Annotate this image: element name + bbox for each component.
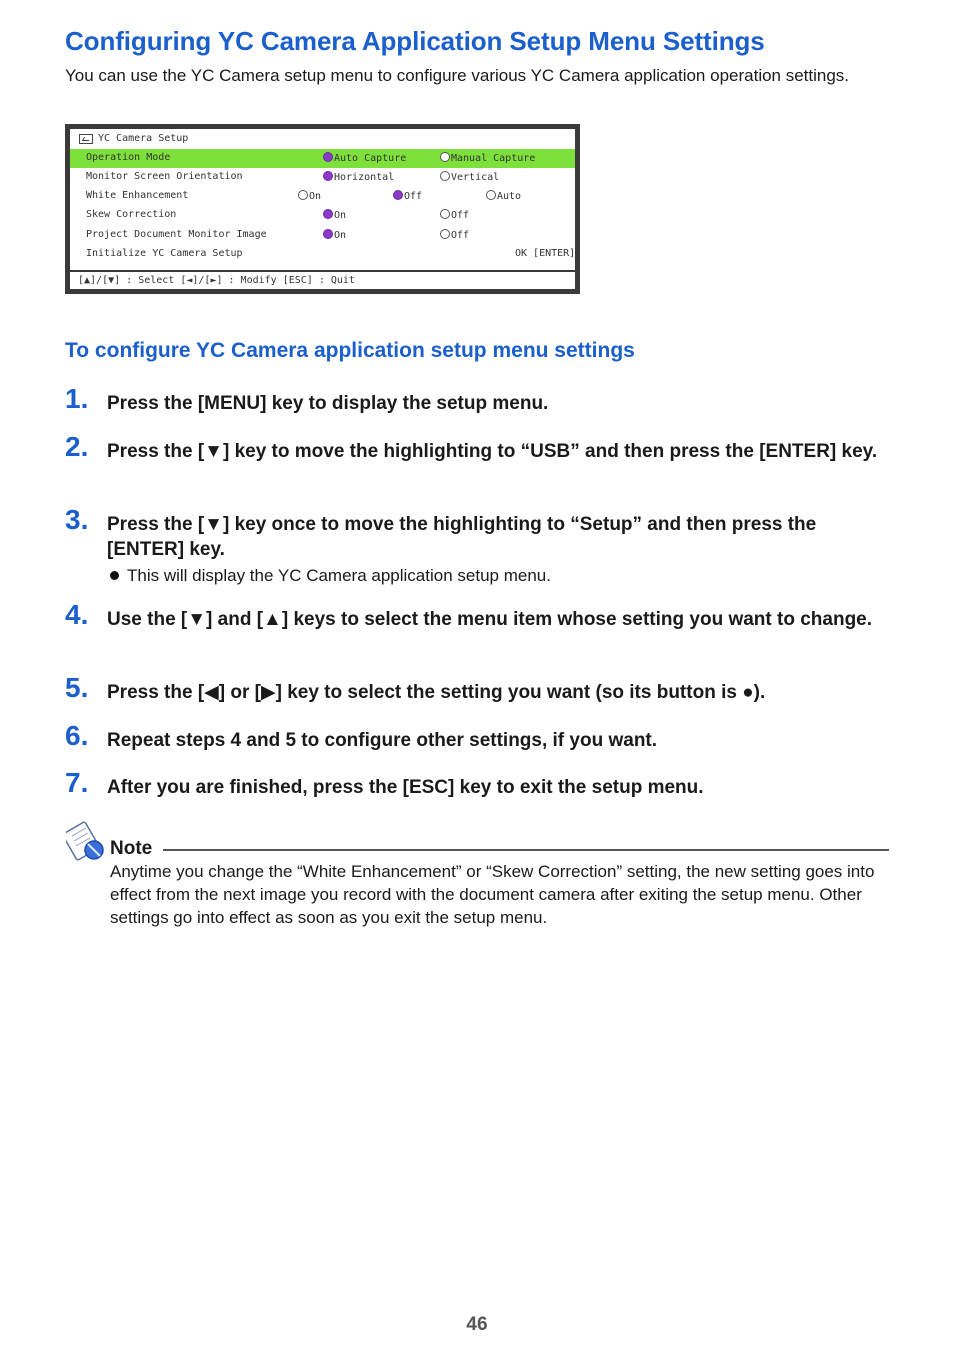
step-number: 1. — [65, 383, 89, 414]
radio-empty-icon — [440, 229, 450, 239]
radio-empty-icon — [440, 152, 450, 162]
option-off: Off — [440, 209, 469, 221]
menu-title: YC Camera Setup — [98, 133, 189, 144]
menu-row-label: Skew Correction — [86, 209, 177, 220]
note-pencil-icon — [66, 820, 106, 862]
radio-empty-icon — [298, 190, 308, 200]
option-vertical: Vertical — [440, 171, 499, 183]
menu-row-label: Operation Mode — [86, 152, 171, 163]
radio-selected-icon — [323, 152, 333, 162]
step-number: 3. — [65, 504, 89, 535]
menu-ok-action: OK [ENTER] — [515, 248, 576, 259]
menu-row-project-document — [70, 226, 575, 245]
step-number: 6. — [65, 720, 89, 751]
intro-text: You can use the YC Camera setup menu to configure various YC Camera application operation settings. — [65, 66, 850, 85]
note-label: Note — [110, 838, 153, 859]
procedure-heading: To configure YC Camera application setup menu settings — [65, 339, 635, 362]
step-number: 7. — [65, 767, 89, 798]
menu-footer-text: [▲]/[▼] : Select [◄]/[►] : Modify [ESC] : Quit — [78, 275, 355, 286]
page-title: Configuring YC Camera Application Setup Menu Settings — [65, 26, 765, 56]
step-text: Press the [◀] or [▶] key to select the setting you want (so its button is ●). — [107, 682, 766, 703]
step-text: After you are finished, press the [ESC] key to exit the setup menu. — [107, 777, 704, 798]
menu-row-skew-correction — [70, 206, 575, 225]
step-3-bullet: This will display the YC Camera application setup menu. — [110, 565, 551, 587]
radio-selected-icon — [323, 209, 333, 219]
menu-row-initialize — [70, 245, 575, 264]
option-auto: Auto — [486, 190, 521, 202]
note-text: Anytime you change the “White Enhancement” or “Skew Correction” setting, the new setting goes into effect from the next image you record with the document camera after exiting the setup menu. Other settings go into effect as soon as you exit the setup menu. — [110, 862, 875, 927]
step-number: 5. — [65, 672, 89, 703]
page-number: 46 — [466, 1314, 488, 1335]
setup-menu-screenshot — [65, 124, 580, 294]
step-text: Press the [▼] key to move the highlighting to “USB” and then press the [ENTER] key. — [107, 441, 878, 462]
radio-selected-icon — [323, 171, 333, 181]
step-number: 4. — [65, 599, 89, 630]
note-divider — [163, 849, 889, 851]
option-auto-capture: Auto Capture — [323, 152, 406, 164]
menu-row-operation-mode — [70, 149, 575, 168]
option-horizontal: Horizontal — [323, 171, 394, 183]
radio-selected-icon — [323, 229, 333, 239]
menu-row-label: White Enhancement — [86, 190, 189, 201]
radio-empty-icon — [440, 171, 450, 181]
menu-row-white-enhancement — [70, 187, 575, 206]
menu-row-label: Project Document Monitor Image — [86, 229, 267, 240]
camera-icon — [79, 134, 93, 144]
step-text: Use the [▼] and [▲] keys to select the menu item whose setting you want to change. — [107, 609, 873, 630]
option-on: On — [323, 229, 346, 241]
option-off: Off — [393, 190, 422, 202]
step-text: Repeat steps 4 and 5 to configure other settings, if you want. — [107, 730, 658, 751]
step-text: Press the [▼] key once to move the highlighting to “Setup” and then press the [ENTER] key. — [107, 514, 817, 560]
bullet-icon — [110, 571, 119, 580]
radio-selected-icon — [393, 190, 403, 200]
menu-footer — [70, 270, 575, 289]
menu-row-label: Monitor Screen Orientation — [86, 171, 243, 182]
option-on: On — [323, 209, 346, 221]
option-manual-capture: Manual Capture — [440, 152, 535, 164]
radio-empty-icon — [440, 209, 450, 219]
menu-row-label: Initialize YC Camera Setup — [86, 248, 243, 259]
radio-empty-icon — [486, 190, 496, 200]
menu-titlebar — [70, 129, 575, 149]
step-number: 2. — [65, 431, 89, 462]
step-text: Press the [MENU] key to display the setup menu. — [107, 393, 549, 414]
option-off: Off — [440, 229, 469, 241]
menu-row-monitor-orientation — [70, 168, 575, 187]
option-on: On — [298, 190, 321, 202]
